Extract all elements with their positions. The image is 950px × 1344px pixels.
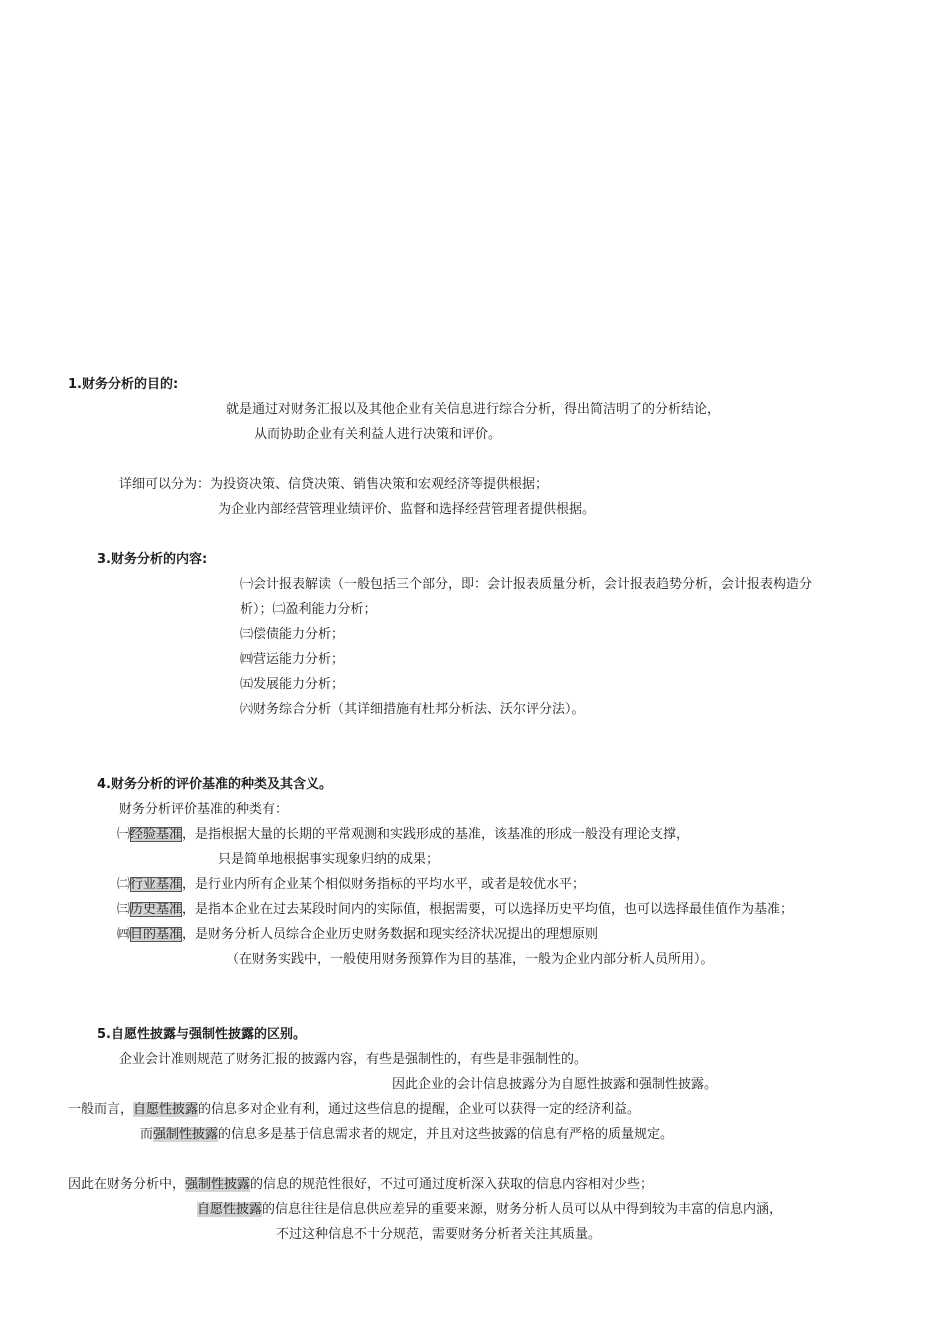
benchmark-term: 历史基准: [130, 902, 183, 917]
text-run: 一般而言，: [68, 1102, 134, 1117]
section-4-heading: 4.财务分析的评价基准的种类及其含义。: [97, 777, 332, 792]
benchmark-item-target-cont: （在财务实践中，一般使用财务预算作为目的基准，一般为企业内部分析人员所用）。: [226, 952, 714, 967]
highlighted-term: 自愿性披露: [197, 1202, 263, 1217]
section-3-line-4: ㈣营运能力分析；: [240, 652, 345, 667]
section-1-line-1: 就是通过对财务汇报以及其他企业有关信息进行综合分析，得出简洁明了的分析结论，: [226, 402, 721, 417]
section-5-line-3: [68, 1101, 640, 1119]
highlighted-term: 自愿性披露: [133, 1102, 199, 1117]
benchmark-item-experience: [117, 826, 689, 844]
benchmark-number: ㈠: [117, 827, 131, 842]
benchmark-desc: ，是财务分析人员综合企业历史财务数据和现实经济状况提出的理想原则: [182, 927, 599, 942]
highlighted-term: 强制性披露: [185, 1177, 251, 1192]
section-5-line-2: 因此企业的会计信息披露分为自愿性披露和强制性披露。: [392, 1077, 718, 1092]
section-5-line-7: 不过这种信息不十分规范，需要财务分析者关注其质量。: [276, 1227, 602, 1242]
section-5-line-5: [68, 1176, 653, 1194]
section-1-heading: 1.财务分析的目的:: [68, 377, 179, 392]
section-5-line-1: 企业会计准则规范了财务汇报的披露内容，有些是强制性的，有些是非强制性的。: [119, 1052, 588, 1067]
text-run: 的信息多是基于信息需求者的规定，并且对这些披露的信息有严格的质量规定。: [218, 1127, 674, 1142]
section-4-intro: 财务分析评价基准的种类有：: [119, 802, 289, 817]
benchmark-desc: ，是行业内所有企业某个相似财务指标的平均水平，或者是较优水平；: [182, 877, 586, 892]
text-run: 的信息多对企业有利，通过这些信息的提醒，企业可以获得一定的经济利益。: [198, 1102, 641, 1117]
section-3-line-5: ㈤发展能力分析；: [240, 677, 345, 692]
section-5-heading: 5.自愿性披露与强制性披露的区别。: [97, 1027, 306, 1042]
section-3-line-3: ㈢偿债能力分析；: [240, 627, 345, 642]
benchmark-term: 经验基准: [130, 827, 183, 842]
section-3-line-6: ㈥财务综合分析（其详细措施有杜邦分析法、沃尔评分法）。: [240, 702, 585, 717]
text-run: 因此在财务分析中，: [68, 1177, 186, 1192]
text-run: 而: [140, 1127, 154, 1142]
benchmark-item-experience-cont: 只是简单地根据事实现象归纳的成果；: [218, 852, 440, 867]
section-1-line-3: 详细可以分为：为投资决策、信贷决策、销售决策和宏观经济等提供根据；: [119, 477, 549, 492]
benchmark-desc: ，是指根据大量的长期的平常观测和实践形成的基准，该基准的形成一般没有理论支撑，: [182, 827, 690, 842]
section-3-line-1: ㈠会计报表解读（一般包括三个部分，即：会计报表质量分析，会计报表趋势分析，会计报表构造分: [240, 577, 813, 592]
benchmark-item-history: [117, 901, 793, 919]
section-3-line-2: 析）；㈡盈利能力分析；: [240, 602, 377, 617]
benchmark-desc: ，是指本企业在过去某段时间内的实际值，根据需要，可以选择历史平均值，也可以选择最佳值作为基准；: [182, 902, 794, 917]
benchmark-item-industry: [117, 876, 585, 894]
text-run: 的信息往往是信息供应差异的重要来源，财务分析人员可以从中得到较为丰富的信息内涵，: [262, 1202, 783, 1217]
benchmark-term: 行业基准: [130, 877, 183, 892]
benchmark-item-target: [117, 926, 598, 944]
section-1-line-4: 为企业内部经营管理业绩评价、监督和选择经营管理者提供根据。: [218, 502, 596, 517]
section-1-line-2: 从而协助企业有关利益人进行决策和评价。: [254, 427, 502, 442]
section-5-line-4: [140, 1126, 673, 1144]
benchmark-number: ㈣: [117, 927, 131, 942]
section-5-line-6: [197, 1201, 782, 1219]
text-run: 的信息的规范性很好，不过可通过度析深入获取的信息内容相对少些；: [250, 1177, 654, 1192]
highlighted-term: 强制性披露: [153, 1127, 219, 1142]
benchmark-number: ㈡: [117, 877, 131, 892]
section-3-heading: 3.财务分析的内容:: [97, 552, 208, 567]
benchmark-term: 目的基准: [130, 927, 183, 942]
benchmark-number: ㈢: [117, 902, 131, 917]
